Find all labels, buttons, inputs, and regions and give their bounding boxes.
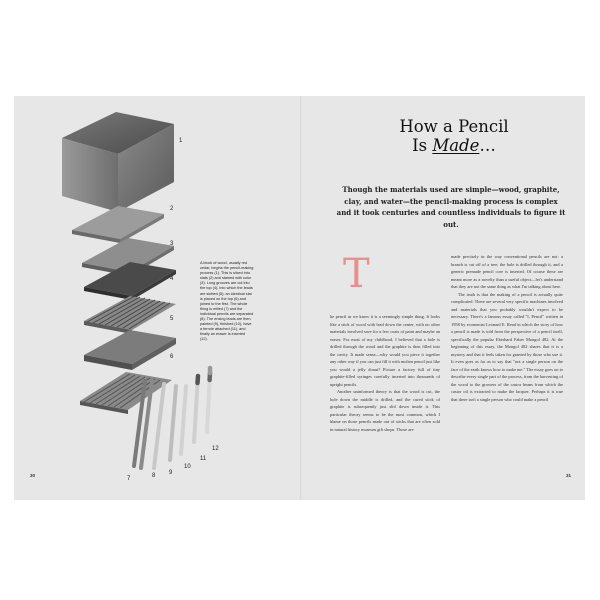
title-line-2-suffix: … — [479, 136, 496, 155]
left-page-number: 30 — [30, 473, 36, 478]
figure-number-8: 8 — [152, 473, 156, 479]
article-lede: Though the materials used are simple—wood, graphite, clay, and water—the pencil-making process is complex and it took centuries and countless individuals to figure it out. — [336, 185, 566, 229]
figure-number-3: 3 — [170, 241, 174, 247]
figure-number-10: 10 — [184, 464, 191, 470]
stage-6-joined-slats — [84, 330, 176, 370]
title-line-1: How a Pencil — [399, 117, 509, 136]
stage-9-painted-pencils — [154, 384, 164, 468]
stage-12-eraser-pencil — [207, 368, 210, 432]
book-spread — [14, 96, 585, 500]
title-line-2-prefix: Is — [412, 136, 433, 155]
figure-number-1: 1 — [179, 138, 183, 144]
figure-caption: A block of wood, usually red cedar, begins the pencil-making process (1). This is sliced into slats (2) and stained with color (3). Long grooves are cut into the top (4), into which the leads are slotted (5); an identical slat is placed on the top (6) and joined to the first. The whole thing is milled (7) and the individual pencils are separated (8). The ensing leads are then painted (9), finished (10), have a ferrule attached (11), and finally an eraser is inserted (12). — [200, 261, 254, 342]
figure-number-6: 6 — [170, 354, 174, 360]
right-page-number: 31 — [566, 473, 572, 478]
body-column-1 — [330, 313, 440, 433]
col2-paragraph-2: The truth is that the making of a pencil is actually quite complicated. There are several very specific machines involved and materials that you probably wouldn't expect to be necessary. There's a famous essay called "I, Pencil" written in 1958 by economist Leonard E. Read in which the story of how a pencil is made is told from the perspective of a pencil itself, specifically the popular Eberhard Faber Mongol 482. At the beginning of this essay, the Mongol 482 shares that it is a mystery and that it feels taken for granted by those who use it. It even goes as far as to say that "not a single person on the face of the earth knows how to make me." The essay goes on to describe every single part of the process, from the harvesting of the wood to the growers of the castor beans from which the castor oil is extracted to make the lacquer. Perhaps it is true that there isn't a single person who could make a pencil — [451, 291, 563, 402]
title-line-2 — [354, 136, 554, 155]
figure-number-2: 2 — [170, 206, 174, 212]
col2-paragraph-1: made precisely in the way conventional pencils are not: a branch is cut off of a tree, the hole is drilled through it, and a generic premade pencil core is inserted. Of course these are meant more as a novelty than a useful object—let's understand that they are not the same thing as what I'm talking about here. — [451, 254, 563, 289]
stage-1-wood-block — [62, 112, 174, 212]
stage-5-slat-with-leads — [84, 296, 176, 334]
col1-paragraph-1: he pencil as we know it is a seemingly simple thing. It looks like a stick of wood with lead down the center, with no other materials involved save for a few coats of paint and maybe an eraser. For most of my childhood, I believed that a hole is drilled through the wood and the graphite is then filled into the cavity. It made sense—why would you piece it together any other way if you can just fill it with molten pencil just like you would a jelly donut? Picture a factory full of tiny graphite-filled syringes carefully inserted into thousands of upright pencils. — [330, 314, 440, 387]
drop-cap: T — [343, 251, 370, 297]
body-column-2 — [451, 253, 563, 403]
title-emphasis: Made — [432, 136, 480, 155]
article-title — [354, 117, 554, 155]
col1-paragraph-2: Another uninformed theory is that the wood is cut, the hole down the middle is drilled, and the cured stick of graphite is subsequently just slid down inside it. This particular theory seems to be the most common, which I blame on those pencils made out of sticks that are often sold in natural history museum gift shops. Those are — [330, 389, 440, 432]
stage-10-finished-pencils — [170, 386, 186, 460]
figure-number-9: 9 — [169, 470, 173, 476]
figure-number-11: 11 — [200, 456, 207, 462]
stage-11-ferrule-pencil — [194, 376, 198, 442]
stage-2-slat — [72, 206, 164, 243]
figure-number-4: 4 — [170, 276, 174, 282]
stage-7-milled-block — [80, 372, 172, 414]
figure-number-7: 7 — [127, 476, 131, 482]
figure-number-12: 12 — [212, 446, 219, 452]
figure-number-5: 5 — [170, 316, 174, 322]
